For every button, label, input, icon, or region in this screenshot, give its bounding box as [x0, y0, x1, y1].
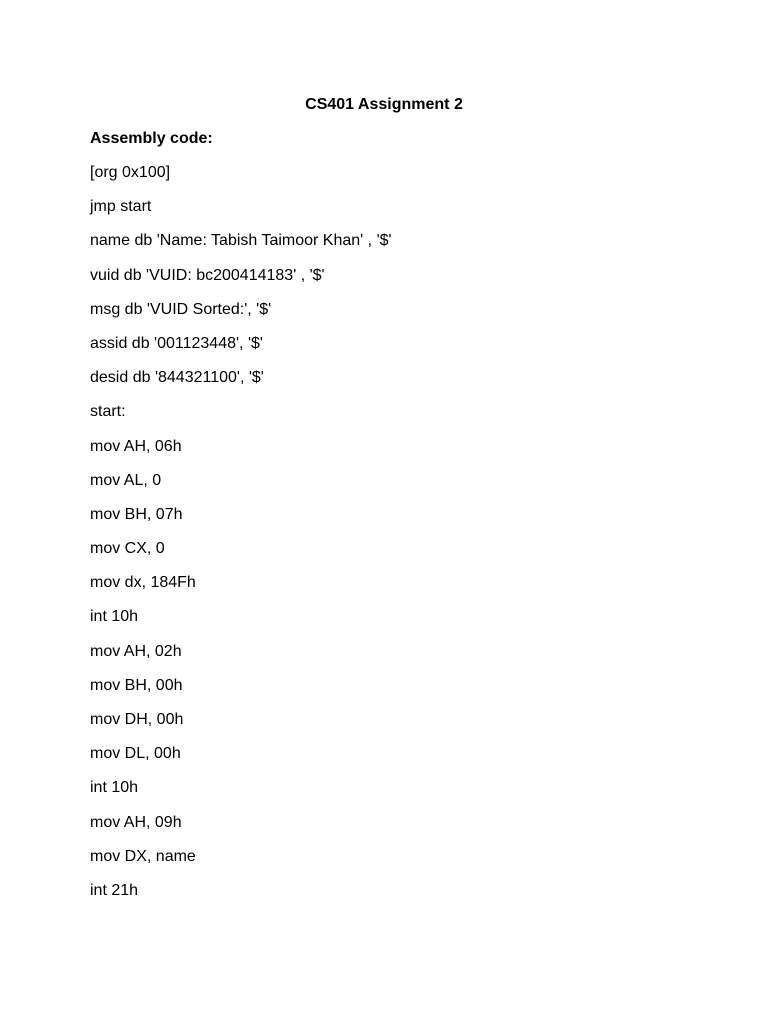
code-line: mov DL, 00h	[90, 745, 181, 763]
code-line: vuid db 'VUID: bc200414183' , '$'	[90, 266, 325, 284]
code-line: int 21h	[90, 881, 139, 899]
code-line: msg db 'VUID Sorted:', '$'	[90, 300, 272, 318]
code-line: start:	[90, 403, 126, 421]
code-line: assid db '001123448', '$'	[90, 334, 263, 352]
code-line: mov CX, 0	[90, 540, 165, 558]
code-line: desid db '844321100', '$'	[90, 369, 264, 387]
code-line: jmp start	[90, 198, 152, 216]
code-line: name db 'Name: Tabish Taimoor Khan' , '$'	[90, 232, 392, 250]
code-line: mov AH, 09h	[90, 813, 182, 831]
code-line: int 10h	[90, 608, 139, 626]
code-listing	[90, 162, 392, 914]
code-line: mov dx, 184Fh	[90, 574, 196, 592]
code-line: [org 0x100]	[90, 164, 171, 181]
code-line: mov DX, name	[90, 847, 196, 865]
section-heading: Assembly code:	[90, 130, 213, 147]
code-line: mov AL, 0	[90, 471, 162, 489]
code-line: mov AH, 06h	[90, 437, 182, 455]
code-line: mov DH, 00h	[90, 711, 184, 728]
code-line: mov BH, 07h	[90, 505, 183, 523]
code-line: int 10h	[90, 779, 139, 797]
document-title: CS401 Assignment 2	[305, 96, 463, 113]
code-line: mov BH, 00h	[90, 676, 183, 694]
code-line: mov AH, 02h	[90, 642, 182, 660]
